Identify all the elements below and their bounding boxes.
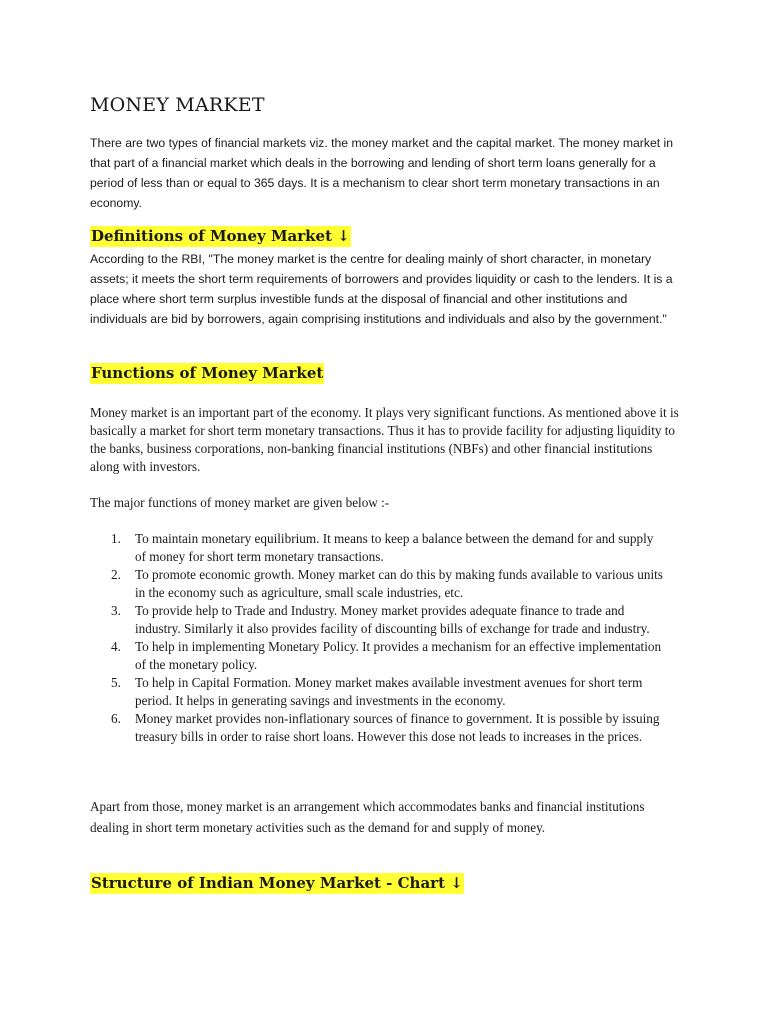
- list-item: [90, 674, 665, 710]
- definitions-heading: [90, 227, 351, 245]
- structure-heading: [90, 874, 464, 892]
- list-item: [90, 602, 665, 638]
- list-item-text: To help in Capital Formation. Money market makes available investment avenues for short term period. It helps in generating savings and investments in the economy.: [135, 675, 643, 708]
- list-item: [90, 638, 665, 674]
- list-item-text: To promote economic growth. Money market can do this by making funds available to various units in the economy such as agriculture, small scale industries, etc.: [135, 567, 663, 600]
- functions-paragraph: Money market is an important part of the economy. It plays very significant functions. As mentioned above it is basically a market for short term monetary transactions. Thus it has to provide facility for adjusting liquidity to the banks, business corporations, non-banking financial institutions (NBFs) and other financial institutions along with investors.: [90, 405, 679, 474]
- closing-paragraph: Apart from those, money market is an arrangement which accommodates banks and financial institutions dealing in short term monetary activities such as the demand for and supply of money.: [90, 799, 645, 835]
- list-item-number: 5.: [111, 675, 121, 690]
- structure-heading-text: Structure of Indian Money Market - Chart ↓: [91, 874, 463, 892]
- intro-paragraph: There are two types of financial markets viz. the money market and the capital market. The money market in that part of a financial market which deals in the borrowing and lending of short term loans generally for a period of less than or equal to 365 days. It is a mechanism to clear short term monetary transactions in an economy.: [90, 136, 674, 210]
- list-item-text: To provide help to Trade and Industry. Money market provides adequate finance to trade and industry. Similarly it also provides facility of discounting bills of exchange for trade and industry.: [135, 603, 650, 636]
- functions-list: [90, 530, 680, 746]
- list-item-number: 1.: [111, 531, 121, 546]
- definitions-paragraph: According to the RBI, "The money market is the centre for dealing mainly of short character, in monetary assets; it meets the short term requirements of borrowers and provides liquidity or cash to the lenders. It is a place where short term surplus investible funds at the disposal of financial and other institutions and individuals are bid by borrowers, again comprising institutions and individuals and also by the government.": [90, 252, 673, 326]
- list-item-number: 2.: [111, 567, 121, 582]
- list-item-text: Money market provides non-inflationary sources of finance to government. It is possible by issuing treasury bills in order to raise short loans. However this dose not leads to increases in the prices.: [135, 711, 660, 744]
- list-item: [90, 710, 665, 746]
- list-item-text: To maintain monetary equilibrium. It means to keep a balance between the demand for and supply of money for short term monetary transactions.: [135, 531, 654, 564]
- document-title: MONEY MARKET: [90, 94, 265, 116]
- functions-lead: The major functions of money market are given below :-: [90, 495, 390, 510]
- list-item-number: 6.: [111, 711, 121, 726]
- list-item-text: To help in implementing Monetary Policy. It provides a mechanism for an effective implementation of the monetary policy.: [135, 639, 662, 672]
- list-item: [90, 566, 665, 602]
- functions-heading: [90, 364, 324, 382]
- list-item-number: 3.: [111, 603, 121, 618]
- functions-heading-text: Functions of Money Market: [91, 364, 324, 382]
- list-item: [90, 530, 665, 566]
- list-item-number: 4.: [111, 639, 121, 654]
- definitions-heading-text: Definitions of Money Market ↓: [91, 227, 350, 245]
